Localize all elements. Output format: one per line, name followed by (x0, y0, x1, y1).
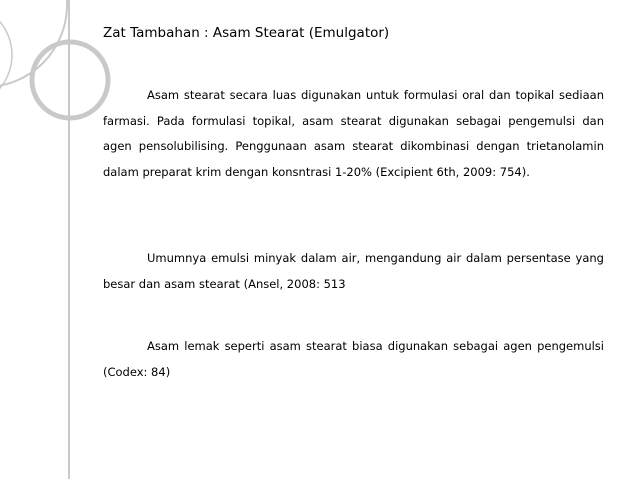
paragraph-oil-in-water-emulsion: Umumnya emulsi minyak dalam air, mengandung air dalam persentase yang besar dan asam stearat (Ansel, 2008: 513 (103, 251, 604, 291)
slide-title: Zat Tambahan : Asam Stearat (Emulgator) (103, 25, 390, 41)
decorative-circle-small (0, 3, 12, 107)
paragraph-fatty-acid-emulsifier: Asam lemak seperti asam stearat biasa digunakan sebagai agen pengemulsi (Codex: 84) (103, 339, 604, 379)
paragraph-stearic-acid-usage: Asam stearat secara luas digunakan untuk formulasi oral dan topikal sediaan farmasi. Pada formulasi topikal, asam stearat digunakan sebagai pengemulsi dan agen pensolubilising. Penggunaan asam stearat dikombinasi dengan trietanolamin dalam preparat krim dengan konsntrasi 1-20% (Excipient 6th, 2009: 754). (103, 88, 604, 179)
